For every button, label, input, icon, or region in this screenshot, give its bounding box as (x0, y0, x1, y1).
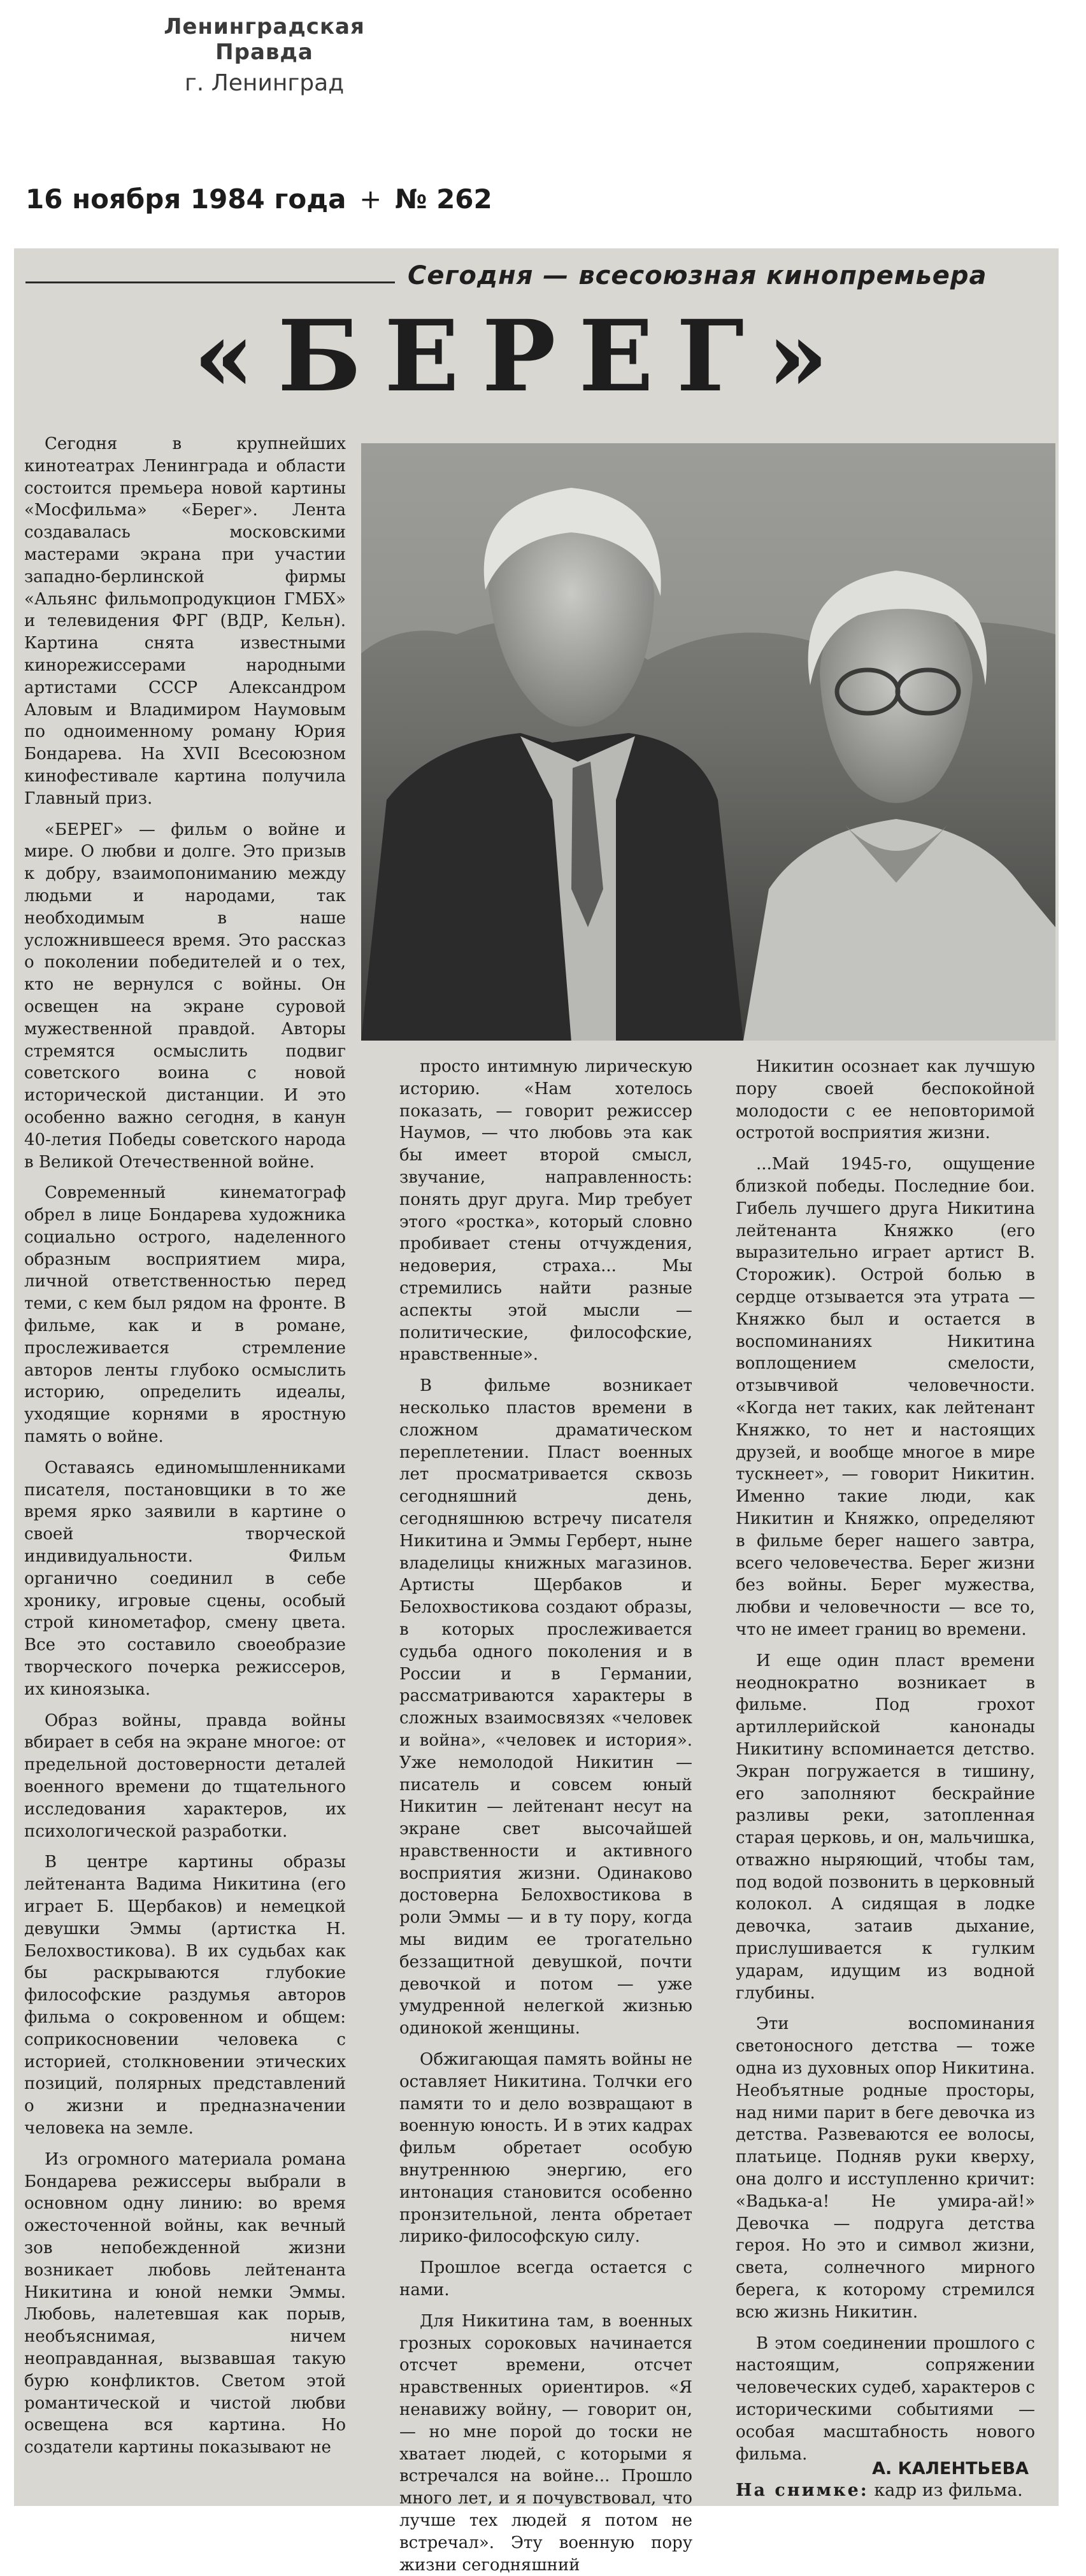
topic-rule (25, 281, 395, 283)
stamp-newspaper-name: Ленинградская Правда (164, 14, 365, 65)
article-paragraph: И еще один пласт времени неоднократно возникает в фильме. Под грохот артиллерийской канонады Никитину вспоминается детство. Экран погружается в тишину, его заполняют бескрайние разливы реки, затопленная старая церковь, и он, мальчишка, отважно ныряющий, чтобы там, под водой позвонить в церковный колокол. А сидящая в лодке девочка, затаив дыхание, прислушивается к гулким ударам, идущим из водной глубины. (736, 1651, 1035, 2003)
article-paragraph: В фильме возникает несколько пластов времени в сложном драматическом переплетении. Пласт военных лет просматривается сквозь сегодняшний день, сегодняшнюю встречу писателя Никитина и Эммы Герберт, ныне владелицы книжных магазинов. Артисты Щербаков и Белохвостикова создают образы, в которых прослеживается судьба одного поколения и в России и в Германии, рассматриваются характеры в сложных взаимосвязях «человек и война», «человек и история». Уже немолодой Никитин — писатель и совсем юный Никитин — лейтенант несут на экране свет высочайшей нравственности и активного восприятия жизни. Одинаково достоверна Белохвостикова в роли Эммы — и в ту пору, когда мы видим ее трогательно беззащитной девушкой, почти девочкой и потом — уже умудренной нелегкой жизнью одинокой женщины. (399, 1376, 692, 2039)
text-column-2 (399, 1056, 692, 2576)
article-paragraph: ...Май 1945-го, ощущение близкой победы. Последние бои. Гибель лучшего друга Никитина лейтенанта Княжко (его выразительно играет артист В. Сторожик). Острой болью в сердце отзывается эта утрата — Княжко был и остается в воспоминаниях Никитина воплощением смелости, отзывчивой человечности. «Когда нет таких, как лейтенант Княжко, то нет и настоящих друзей, и вообще многое в мире тускнеет», — говорит Никитин. Именно такие люди, как Никитин и Княжко, определяют в фильме берег нашего завтра, всего человечества. Берег жизни без войны. Берег мужества, любви и человечности — все то, что не имеет границ во времени. (736, 1155, 1035, 1639)
article-paragraph: просто интимную лирическую историю. «Нам хотелось показать, — говорит режиссер Наумов, — что любовь эта как бы имеет второй смысл, звучание, направленность: понять друг друга. Мир требует этого «ростка», который словно пробивает стены отчуждения, недоверия, страха... Мы стремились найти разные аспекты этой мысли — политические, философские, нравственные». (399, 1057, 692, 1365)
article-footer (736, 2458, 1035, 2501)
article-author: А. КАЛЕНТЬЕВА (872, 2459, 1029, 2479)
article-paragraph: Оставаясь единомышленниками писателя, постановщики в то же время ярко заявили в картине о своей творческой индивидуальности. Фильм органично соединил в себе хронику, игровые сцены, особый строй кинометафор, смену цвета. Все это составило своеобразие творческого почерка режиссеров, их киноязыка. (24, 1458, 346, 1699)
article-paragraph: Образ войны, правда войны вбирает в себя на экране многое: от предельной достоверности деталей военного времени до тщательного исследования характеров, их психологической разработки. (24, 1711, 346, 1841)
article-paragraph: Для Никитина там, в военных грозных сороковых начинается отсчет времени, отсчет нравственных ориентиров. «Я ненавижу войну, — говорит он, — но мне порой до тоски не хватает людей, с которыми я встречался на войне... Прошло много лет, и я почувствовал, что лучше тех людей я потом не встречал». Эту военную пору жизни сегодняшний (399, 2311, 692, 2575)
photo-caption-label: На снимке: (736, 2480, 869, 2500)
article-paragraph: Современный кинематограф обрел в лице Бондарева художника социально острого, наделенного образным восприятием мира, личной ответственностью перед теми, с кем был рядом на фронте. В фильме, как и в романе, прослеживается стремление авторов ленты глубоко осмыслить историю, определить идеалы, уходящие корнями в яростную память о войне. (24, 1183, 346, 1447)
topic-line: Сегодня — всесоюзная кинопремьера (408, 261, 987, 290)
article-paragraph: Из огромного материала романа Бондарева режиссеры выбрали в основном одну линию: во время ожесточенной войны, как вечный зов непобежденной жизни возникает любовь лейтенанта Никитина и юной немки Эммы. Любовь, налетевшая как порыв, необъяснимая, ничем неоправданная, вызвавшая такую бурю конфликтов. Светом этой романтической и чистой любви освещена вся картина. Но создатели картины показывают не (24, 2149, 346, 2458)
article-paragraph: Эти воспоминания светоносного детства — тоже одна из духовных опор Никитина. Необъятные родные просторы, над ними парит в беге девочка из детства. Развеваются ее волосы, платьице. Подняв руки кверху, она долго и исступленно кричит: «Вадька-а! Не умира-ай!» Девочка — подруга детства героя. Но это и символ жизни, света, солнечного мирного берега, к которому стремился всю жизнь Никитин. (736, 2014, 1035, 2322)
article-paragraph: Сегодня в крупнейших кинотеатрах Ленинграда и области состоится премьера новой картины «Мосфильма» «Берег». Лента создавалась московскими мастерами экрана при участии западно-берлинской фирмы «Альянс фильмопродукцион ГМБХ» и телевидения ФРГ (ВДР, Кельн). Картина снята известными кинорежиссерами народными артистами СССР Александром Аловым и Владимиром Наумовым по одноименному роману Юрия Бондарева. На XVII Всесоюзном кинофестивале картина получила Главный приз. (24, 434, 346, 808)
article-headline: «БЕРЕГ» (193, 299, 852, 414)
photo-caption (736, 2480, 1035, 2501)
article-paragraph: «БЕРЕГ» — фильм о войне и мире. О любви и долге. Это призыв к добру, взаимопониманию между людьми и народами, так необходимым в наше усложнившееся время. Это рассказ о поколении победителей и о тех, кто не вернулся с войны. Он освещен на экране суровой мужественной правдой. Авторы стремятся осмыслить подвиг советского воина с новой исторической дистанции. И это особенно важно сегодня, в канун 40-летия Победы советского народа в Великой Отечественной войне. (24, 820, 346, 1172)
date-plus-mark: + (359, 183, 382, 215)
article-paragraph: В этом соединении прошлого с настоящим, сопряжении человеческих судеб, характеров с историческими событиями — особая масштабность нового фильма. (736, 2333, 1035, 2464)
film-still-photo (361, 443, 1055, 1041)
photo-caption-text: кадр из фильма. (874, 2480, 1023, 2500)
article-paragraph: Никитин осознает как лучшую пору своей беспокойной молодости с ее неповторимой остротой восприятия жизни. (736, 1057, 1035, 1143)
article-paragraph: Прошлое всегда остается с нами. (399, 2258, 692, 2300)
issue-number: № 262 (394, 183, 492, 215)
issue-date: 16 ноября 1984 года (25, 183, 347, 215)
stamp-city: г. Ленинград (184, 70, 345, 96)
issue-date-line (25, 183, 492, 215)
archive-stamp (159, 14, 369, 96)
article-paragraph: Обжигающая память войны не оставляет Никитина. Толчки его памяти то и дело возвращают в военную юность. И в этих кадрах фильм обретает особую внутреннюю энергию, его интонация становится особенно пронзительной, лента обретает лирико-философскую силу. (399, 2050, 692, 2247)
text-column-3 (736, 1056, 1035, 2465)
article-paragraph: В центре картины образы лейтенанта Вадима Никитина (его играет Б. Щербаков) и немецкой девушки Эммы (артистка Н. Белохвостикова). В их судьбах как бы раскрываются глубокие философские раздумья авторов фильма о сокровенном и общем: соприкосновении человека с историей, столкновении этических позиций, полярных представлений о жизни и предназначении человека на земле. (24, 1853, 346, 2138)
text-column-1 (24, 433, 346, 2459)
